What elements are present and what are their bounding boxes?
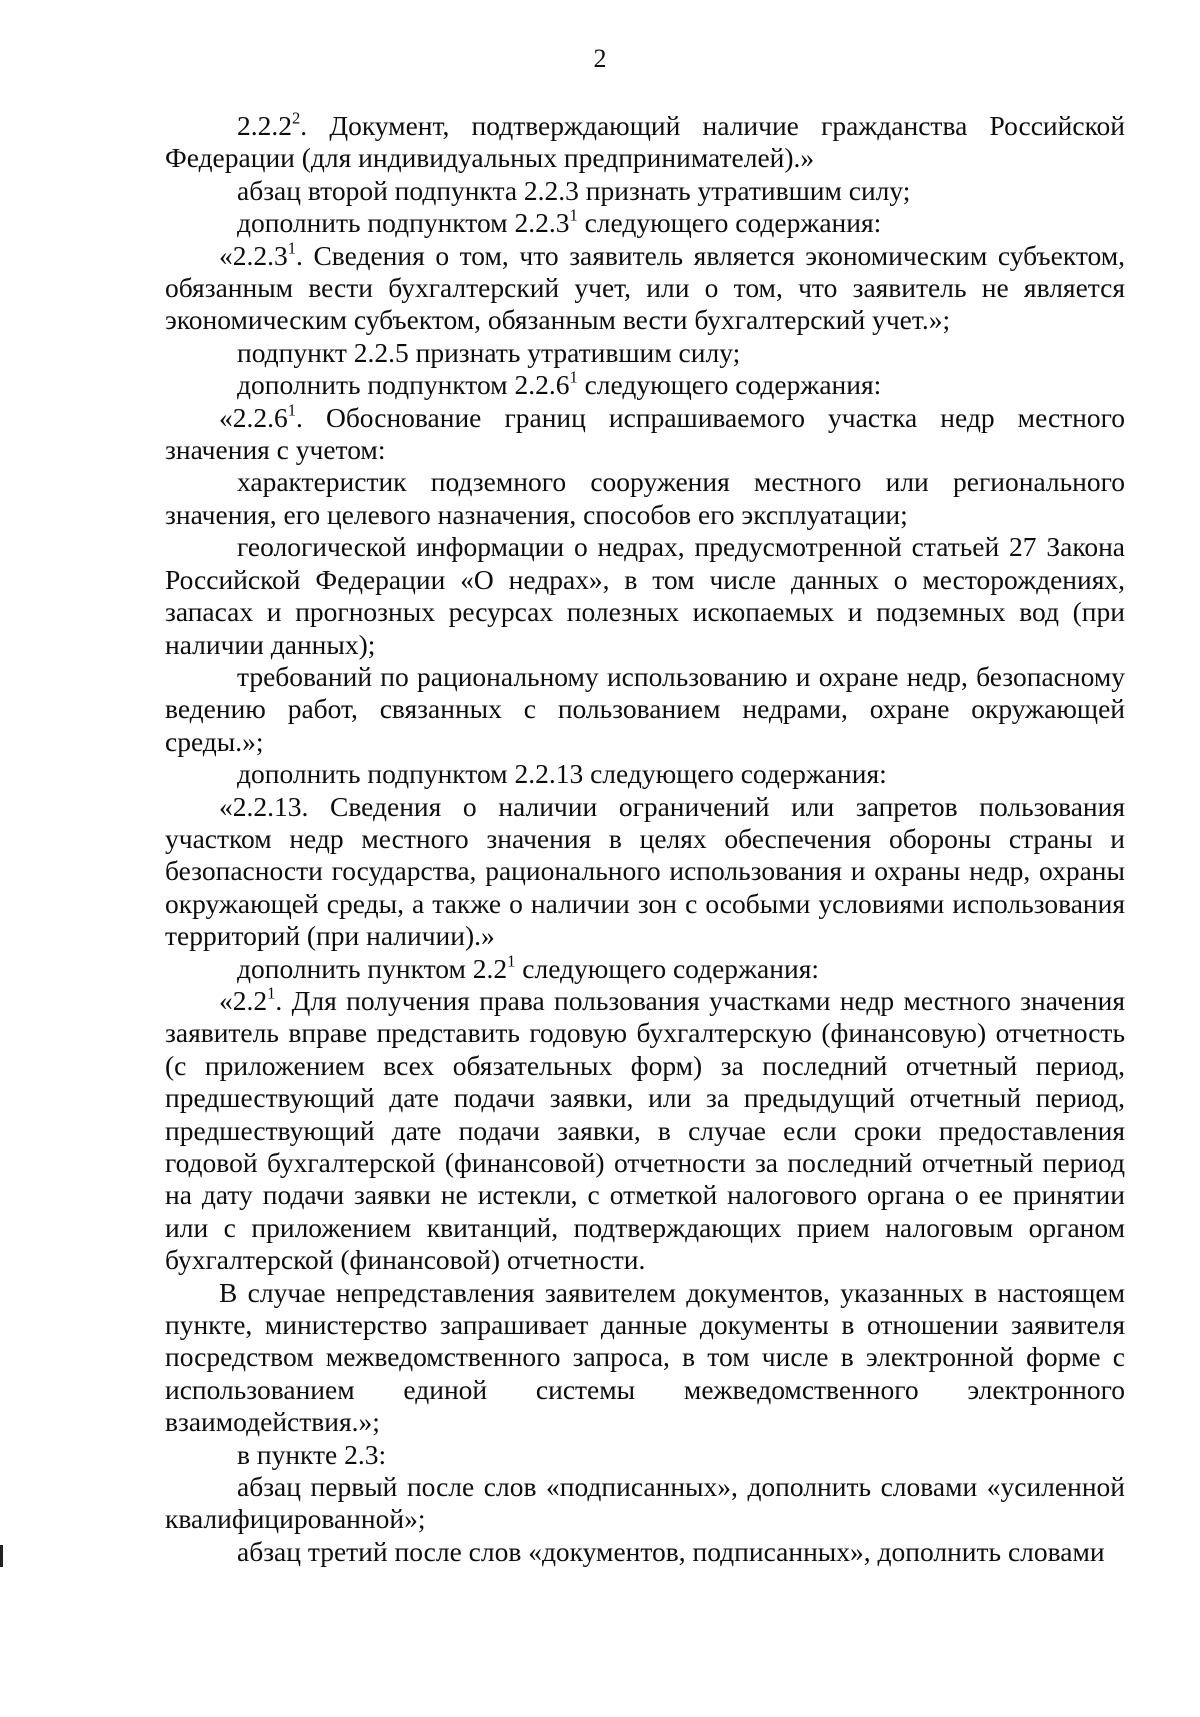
paragraph-add-2-2-1: дополнить пунктом $2.2^1$ следующего содержания: [237, 951, 819, 984]
paragraph-non-submission: В случае непредставления заявителем документов, указанных в настоящем пункте, министерство запрашивает данные документы в отношении заявителя посредством межведомственного запроса, в том числе в электронной форме с использованием единой системы межведомственного электронного взаимодействия.»; [165, 1276, 1125, 1438]
paragraph-third-abzac: абзац третий после слов «документов, подписанных», дополнить словами [237, 1535, 1105, 1567]
paragraph-repeal-2-2-5: подпункт 2.2.5 признать утратившим силу; [237, 336, 741, 368]
paragraph-2-2-3-1: «2.2.3$^1$. Сведения о том, что заявитель является экономическим субъектом, обязанным вести бухгалтерский учет, или о том, что заявитель не является экономическим субъектом, обязанным вести бухгалтерский учет.»; [165, 238, 1125, 336]
paragraph-add-2-2-3-1: дополнить подпунктом 2.2.3$^1$ следующего содержания: [237, 205, 882, 239]
paragraph-geological-info: геологической информации о недрах, предусмотренной статьей 27 Закона Российской Федерации «О недрах», в том числе данных о месторождениях, запасах и прогнозных ресурсах полезных ископаемых и подземных вод (при наличии данных); [165, 531, 1125, 660]
paragraph-add-2-2-13: дополнить подпунктом 2.2.13 следующего содержания: [237, 758, 887, 790]
paragraph-add-2-2-6-1: дополнить подпунктом 2.2.6$^1$ следующего содержания: [237, 367, 882, 401]
document-body [165, 110, 1125, 1568]
paragraph-2-2-13: «2.2.13. Сведения о наличии ограничений или запретов пользования участком недр местного значения в целях обеспечения обороны страны и безопасности государства, рационального использования и охраны недр, охраны окружающей среды, а также о наличии зон с особыми условиями использования территорий (при наличии).» [165, 790, 1125, 952]
paragraph-2-2-6-1: «2.2.6$^1$. Обоснование границ испрашиваемого участка недр местного значения с учетом: [165, 400, 1125, 466]
paragraph-2-2-2-2: 2.2.2$^2$. Документ, подтверждающий наличие гражданства Российской Федерации (для индивидуальных предпринимателей).» [165, 108, 1125, 174]
paragraph-first-abzac: абзац первый после слов «подписанных», дополнить словами «усиленной квалифицированной»; [165, 1471, 1125, 1535]
paragraph-repeal-2-2-3: абзац второй подпункта 2.2.3 признать утратившим силу; [237, 174, 911, 206]
scan-edge-mark [0, 1545, 3, 1567]
page-number: 2 [593, 44, 607, 73]
paragraph-in-2-3: в пункте 2.3: [237, 1438, 387, 1470]
paragraph-requirements: требований по рациональному использованию и охране недр, безопасному ведению работ, связанных с пользованием недрами, охране окружающей среды.»; [165, 660, 1125, 757]
paragraph-2-2-1: «$2.2^1$. Для получения права пользования участками недр местного значения заявитель вправе представить годовую бухгалтерскую (финансовую) отчетность (с приложением всех обязательных форм) за последний отчетный период, предшествующий дате подачи заявки, или за предыдущий отчетный период, предшествующий дате подачи заявки, в случае если сроки предоставления годовой бухгалтерской (финансовой) отчетности за последний отчетный период на дату подачи заявки не истекли, с отметкой налогового органа о ее принятии или с приложением квитанций, подтверждающих прием налоговым органом бухгалтерской (финансовой) отчетности. [165, 983, 1125, 1276]
paragraph-characteristics: характеристик подземного сооружения местного или регионального значения, его целевого назначения, способов его эксплуатации; [165, 466, 1125, 530]
